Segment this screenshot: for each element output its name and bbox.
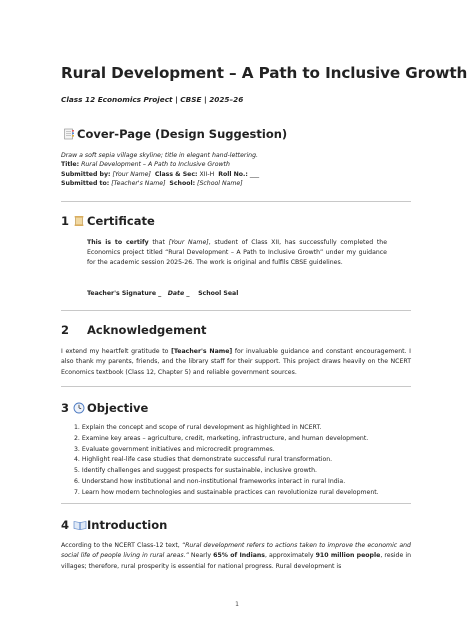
certificate-lead: This is to certify: [87, 239, 149, 246]
introduction-number: 4: [61, 518, 70, 532]
open-book-icon: [73, 519, 85, 531]
submitted-to-label: Submitted to:: [61, 180, 110, 188]
signature-date: Date _: [167, 290, 190, 297]
certificate-body: [87, 238, 387, 268]
cover-title-line: [61, 160, 421, 169]
certificate-name: [Your Name]: [168, 239, 209, 246]
introduction-heading: [61, 518, 167, 532]
certificate-heading-text: Certificate: [87, 214, 155, 228]
page-number: 1: [235, 601, 239, 608]
introduction-text-c: , approximately: [265, 552, 316, 560]
acknowledgement-heading: [61, 323, 207, 337]
submitted-to-value: [Teacher's Name]: [111, 180, 166, 188]
submitted-by-label: Submitted by:: [61, 170, 111, 178]
cover-submitted-to-line: [61, 179, 421, 188]
acknowledgement-heading-text: Acknowledgement: [87, 323, 207, 337]
introduction-heading-text: Introduction: [87, 518, 168, 532]
certificate-signature-line: [87, 290, 238, 297]
section-divider: [61, 201, 411, 202]
acknowledgement-text-b: for invaluable guidance and constant encouragement. I also thank my parents, friends, and the library staff for their support. This project draws heavily on the NCERT Economics textbook (Class 12, Chapter 5) and reliable government sources.: [61, 348, 411, 376]
list-item: 3. Evaluate government initiatives and microcredit programmes.: [74, 445, 275, 453]
introduction-stat-population: 910 million people: [315, 552, 381, 560]
introduction-text-a: According to the NCERT Class-12 text,: [61, 542, 182, 549]
cover-submitted-by-line: [61, 170, 421, 179]
section-divider: [61, 310, 411, 311]
cover-details: [61, 151, 421, 189]
objective-number: 3: [61, 401, 70, 415]
teacher-signature: Teacher's Signature _: [87, 290, 162, 297]
certificate-lead-rest: that: [148, 239, 169, 246]
clock-icon: [73, 402, 85, 414]
objective-heading: [61, 401, 148, 415]
certificate-text: , student of Class XII, has successfully completed the Economics project titled “Rural Development – A Path to Inclusive Growth” under my guidance for the academic session 2025-26. The work is original and fulfils CBSE guidelines.: [87, 239, 387, 266]
introduction-quote: “Rural development refers to actions taken to improve the economic and social life of people living in rural areas.”: [61, 542, 411, 560]
list-item: 1. Explain the concept and scope of rural development as highlighted in NCERT.: [74, 424, 322, 431]
scroll-icon: [73, 215, 85, 227]
school-value: [School Name]: [197, 180, 243, 188]
document-subtitle: Class 12 Economics Project | CBSE | 2025–26: [61, 95, 244, 104]
introduction-stat-percent: 65% of Indians: [213, 552, 265, 560]
acknowledgement-number: 2: [61, 323, 70, 337]
school-label: School:: [169, 180, 196, 188]
cover-heading-text: Cover-Page (Design Suggestion): [77, 127, 288, 141]
objective-heading-text: Objective: [87, 401, 149, 415]
class-label: Class & Sec:: [154, 170, 198, 178]
cover-heading: [61, 127, 287, 141]
introduction-text-d: , reside in villages; therefore, rural prosperity is essential for national progress. Rural development is: [61, 552, 411, 570]
list-item: 2. Examine key areas – agriculture, credit, marketing, infrastructure, and human development.: [74, 434, 369, 442]
introduction-text-b: Nearly: [188, 552, 214, 560]
document-title: Rural Development – A Path to Inclusive Growth: [61, 64, 468, 82]
acknowledgement-teacher: [Teacher's Name]: [171, 348, 233, 355]
bookmark-tabs-icon: [63, 128, 75, 140]
certificate-number: 1: [61, 214, 70, 228]
school-seal: School Seal: [198, 290, 239, 297]
acknowledgement-body: [61, 347, 411, 378]
cover-title-value: Rural Development – A Path to Inclusive Growth: [81, 161, 230, 169]
roll-value: ___: [249, 170, 260, 178]
class-value: XII-H: [199, 170, 215, 178]
list-item: 4. Highlight real-life case studies that demonstrate successful rural transformation.: [74, 456, 333, 464]
roll-label: Roll No.:: [218, 170, 248, 178]
objective-list: [74, 423, 414, 499]
list-item: 5. Identify challenges and suggest prospects for sustainable, inclusive growth.: [74, 467, 317, 475]
section-divider: [61, 503, 411, 504]
submitted-by-value: [Your Name]: [112, 170, 151, 178]
section-divider: [61, 386, 411, 387]
certificate-heading: [61, 214, 155, 228]
acknowledgement-text-a: I extend my heartfelt gratitude to: [61, 348, 172, 355]
cover-description: Draw a soft sepia village skyline; title in elegant hand-lettering.: [61, 152, 258, 159]
list-item: 7. Learn how modern technologies and sustainable practices can revolutionize rural development.: [74, 488, 379, 496]
list-item: 6. Understand how institutional and non-institutional frameworks interact in rural India.: [74, 477, 346, 485]
cover-title-label: Title:: [61, 161, 80, 169]
introduction-body: [61, 541, 411, 572]
